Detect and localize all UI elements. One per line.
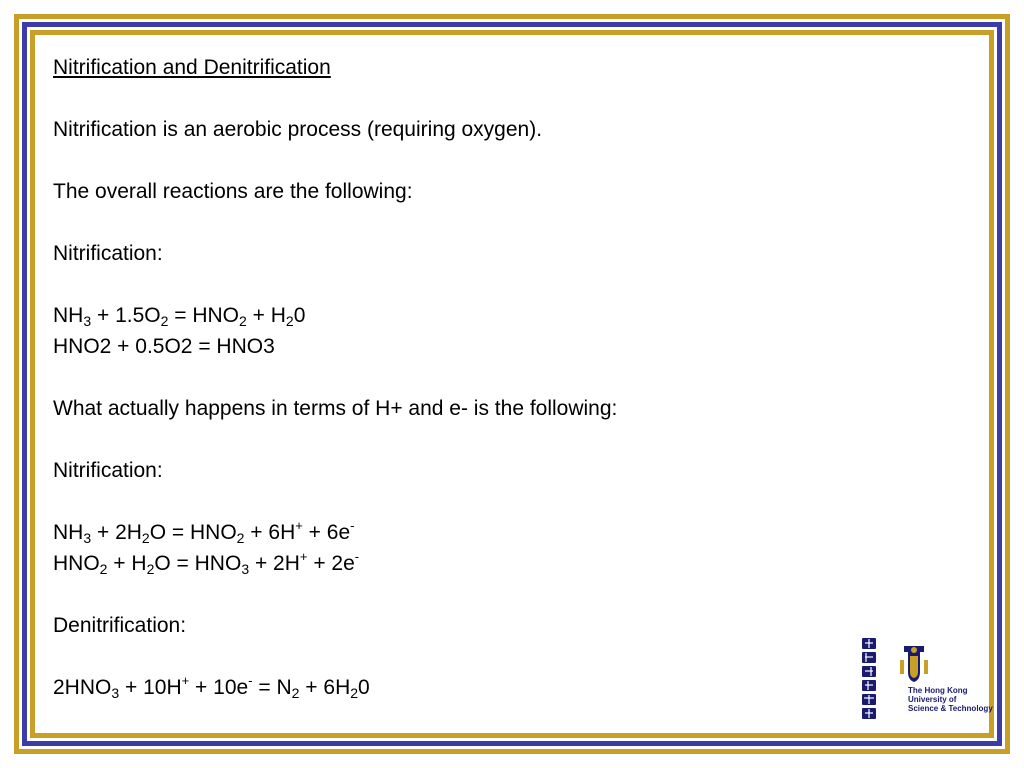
overall-heading: The overall reactions are the following: xyxy=(53,180,413,203)
slide-content xyxy=(53,52,853,703)
equation-4: $HNO_2 + H_2O = HNO_3 + 2H^+ + 2e^-$ xyxy=(53,549,360,577)
university-crest-icon xyxy=(896,642,932,684)
section-label-nitrification-2: Nitrification: xyxy=(53,459,163,482)
university-logo xyxy=(856,636,993,722)
detail-heading: What actually happens in terms of H+ and e- is the following: xyxy=(53,397,618,420)
equation-1: $NH_3 + 1.5O_2 = HNO_2 + H_20$ xyxy=(53,304,306,329)
equation-3: $NH_3 + 2H_2O = HNO_2 + 6H^+ + 6e^-$ xyxy=(53,518,355,546)
section-label-nitrification: Nitrification: xyxy=(53,242,163,265)
equation-5: $2HNO_3 + 10H^+ + 10e^- = N_2 + 6H_20$ xyxy=(53,673,370,701)
intro-text: Nitrification is an aerobic process (requiring oxygen). xyxy=(53,118,543,141)
section-label-denitrification: Denitrification: xyxy=(53,614,187,637)
university-name: The Hong Kong University of Science & Technology xyxy=(908,686,993,713)
slide-title: Nitrification and Denitrification xyxy=(53,56,331,79)
equation-2: HNO2 + 0.5O2 = HNO3 xyxy=(53,335,275,358)
chinese-name-glyphs xyxy=(856,636,882,722)
